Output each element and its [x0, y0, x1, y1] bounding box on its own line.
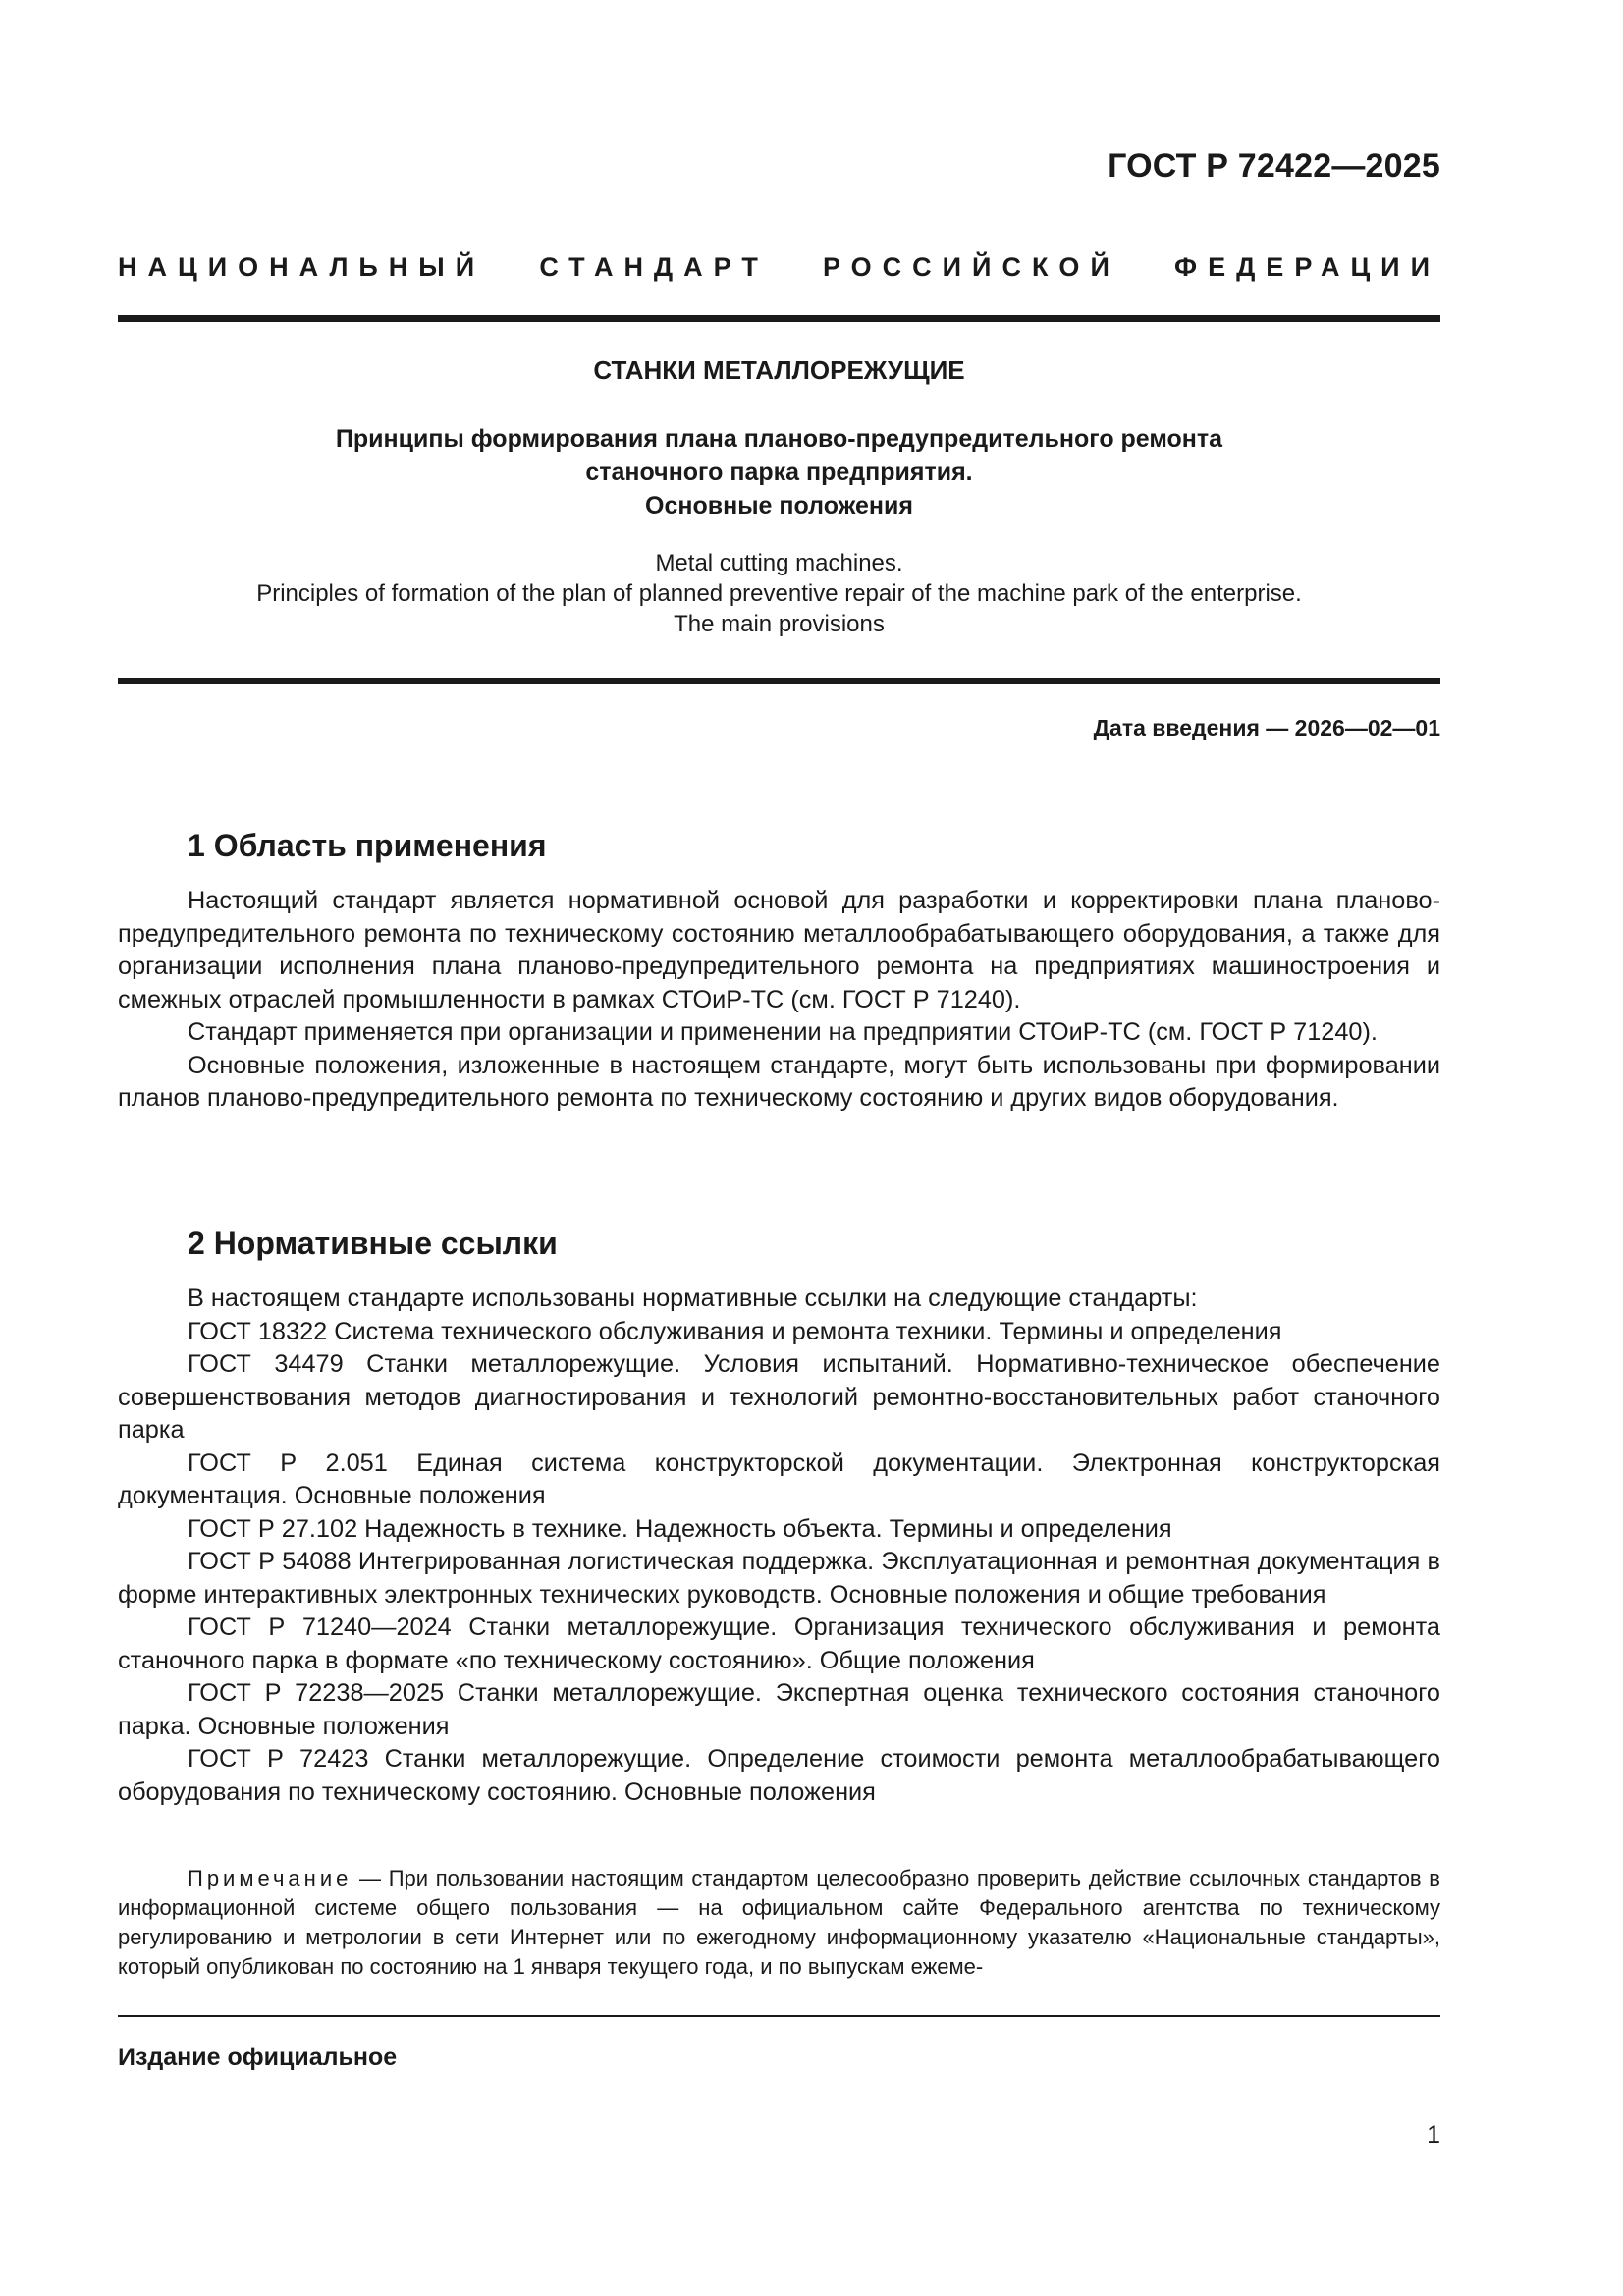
reference-item: ГОСТ Р 71240—2024 Станки металлорежущие. Организация технического обслуживания и ремонта станочного парка в формате «по техническому состоянию». Общие положения — [118, 1613, 1440, 1674]
section-2-body — [118, 1283, 1440, 1809]
reference-item: ГОСТ 18322 Система технического обслуживания и ремонта техники. Термины и определения — [188, 1317, 1282, 1345]
paragraph: Основные положения, изложенные в настоящем стандарте, могут быть использованы при формировании планов планово-предупредительного ремонта по техническому состоянию и других видов оборудования. — [118, 1051, 1440, 1112]
document-subtitle — [118, 422, 1440, 522]
reference-item: ГОСТ Р 27.102 Надежность в технике. Надежность объекта. Термины и определения — [188, 1514, 1172, 1543]
reference-item: ГОСТ Р 2.051 Единая система конструкторской документации. Электронная конструкторская документация. Основные положения — [118, 1449, 1440, 1509]
note-block — [118, 1864, 1440, 1982]
english-title-line: The main provisions — [674, 611, 885, 637]
page-number: 1 — [1427, 2121, 1440, 2149]
note-paragraph — [118, 1864, 1440, 1982]
introduction-date: Дата введения — 2026—02—01 — [1093, 715, 1440, 740]
official-edition-label: Издание официальное — [118, 2044, 398, 2071]
paragraph: В настоящем стандарте использованы нормативные ссылки на следующие стандарты: — [188, 1285, 1198, 1312]
section-1-heading: 1 Область применения — [188, 828, 547, 863]
section-2-heading: 2 Нормативные ссылки — [188, 1226, 558, 1261]
reference-item: ГОСТ Р 54088 Интегрированная логистическая поддержка. Эксплуатационная и ремонтная документация в форме интерактивных электронных технических руководств. Основные положения и общие требования — [118, 1548, 1440, 1609]
title-rule — [118, 678, 1440, 684]
document-title: СТАНКИ МЕТАЛЛОРЕЖУЩИЕ — [593, 355, 965, 385]
english-title-line: Metal cutting machines. — [655, 550, 903, 576]
subtitle-line: станочного парка предприятия. — [585, 459, 973, 486]
subtitle-line: Принципы формирования плана планово-предупредительного ремонта — [335, 425, 1223, 453]
footer-rule — [118, 2015, 1440, 2017]
note-text: — При пользовании настоящим стандартом целесообразно проверить действие ссылочных стандартов в информационной системе общего пользования — на официальном сайте Федерального агентства по техническому регулированию и метрологии в сети Интернет или по ежегодному информационному указателю «Национальные стандарты», который опубликован по состоянию на 1 января текущего года, и по выпускам ежеме- — [118, 1866, 1440, 1979]
subtitle-line: Основные положения — [645, 492, 913, 519]
note-label: Примечание — [188, 1866, 352, 1890]
national-standard-banner: НАЦИОНАЛЬНЫЙ СТАНДАРТ РОССИЙСКОЙ ФЕДЕРАЦИИ — [118, 252, 1440, 282]
english-title — [118, 548, 1440, 639]
reference-item: ГОСТ 34479 Станки металлорежущие. Условия испытаний. Нормативно-техническое обеспечение совершенствования методов диагностирования и технологий ремонтно-восстановительных работ станочного парка — [118, 1350, 1440, 1444]
reference-item: ГОСТ Р 72423 Станки металлорежущие. Определение стоимости ремонта металлообрабатывающего оборудования по техническому состоянию. Основные положения — [118, 1745, 1440, 1806]
paragraph: Настоящий стандарт является нормативной основой для разработки и корректировки плана планово-предупредительного ремонта по техническому состоянию металлообрабатывающего оборудования, а также для организации исполнения плана планово-предупредительного ремонта на предприятиях машиностроения и смежных отраслей промышленности в рамках СТОиР-ТС (см. ГОСТ Р 71240). — [118, 887, 1440, 1013]
section-1-body — [118, 885, 1440, 1116]
reference-item: ГОСТ Р 72238—2025 Станки металлорежущие. Экспертная оценка технического состояния станочного парка. Основные положения — [118, 1679, 1440, 1740]
english-title-line: Principles of formation of the plan of planned preventive repair of the machine park of the enterprise. — [256, 580, 1302, 607]
header-rule — [118, 315, 1440, 322]
standard-code: ГОСТ Р 72422—2025 — [1108, 147, 1440, 185]
paragraph: Стандарт применяется при организации и применении на предприятии СТОиР-ТС (см. ГОСТ Р 71240). — [188, 1018, 1378, 1046]
